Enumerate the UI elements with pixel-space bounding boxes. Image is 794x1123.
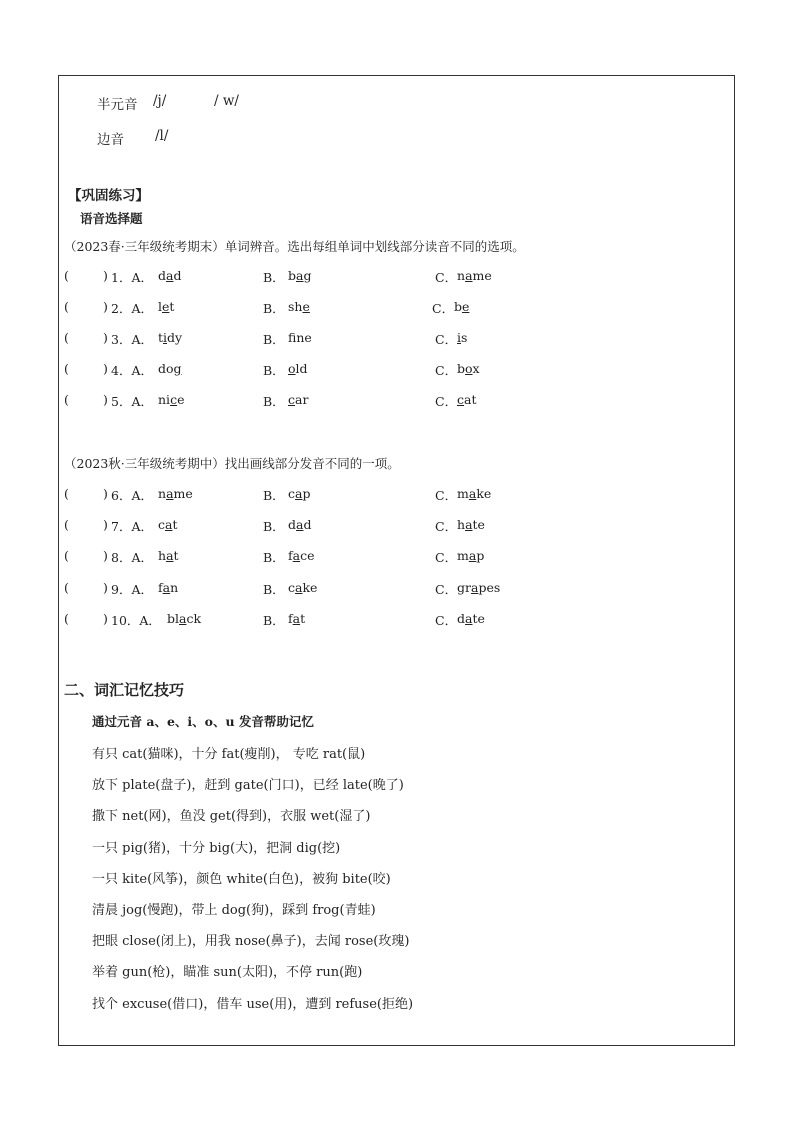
practice-heading: 【巩固练习】 <box>68 188 149 204</box>
option-c-word: box <box>457 361 480 376</box>
option-b-label: B． <box>263 363 285 378</box>
underlined-letters: a <box>166 486 174 501</box>
phonetic-label-semivowel: 半元音 <box>97 97 138 113</box>
answer-paren-left: ( <box>64 580 69 595</box>
memory-line: 放下 plate(盘子)，赶到 gate(门口)，已经 late(晚了) <box>92 778 404 794</box>
underlined-letters: c <box>288 392 296 407</box>
underlined-letters: e <box>302 299 310 314</box>
underlined-letters: a <box>465 517 473 532</box>
answer-paren-right: ) <box>103 392 108 407</box>
answer-paren-right: ) <box>103 548 108 563</box>
option-c-label: C． <box>435 550 458 565</box>
option-a-word: nice <box>158 392 185 407</box>
question-number: 3．A． <box>111 332 153 347</box>
underlined-letters: e <box>162 299 170 314</box>
answer-paren-right: ) <box>103 268 108 283</box>
underlined-letters: o <box>465 361 473 376</box>
phonetic-label-lateral: 边音 <box>97 132 124 148</box>
option-b-label: B． <box>263 519 285 534</box>
option-b-label: B． <box>263 301 285 316</box>
memory-line: 有只 cat(猫咪)，十分 fat(瘦削)， 专吃 rat(鼠) <box>92 747 366 762</box>
option-a-word: dad <box>158 268 182 283</box>
option-c-label: C． <box>435 613 458 628</box>
memory-line: 一只 kite(风筝)，颜色 white(白色)，被狗 bite(咬) <box>92 871 391 887</box>
underlined-letters: a <box>470 580 479 595</box>
option-b-label: B． <box>263 582 285 597</box>
question-number: 5．A． <box>111 394 153 409</box>
answer-paren-left: ( <box>64 299 69 314</box>
option-c-label: C． <box>435 363 458 378</box>
option-b-label: B． <box>263 488 285 503</box>
option-a-word: let <box>158 299 175 314</box>
option-b-word: bag <box>288 268 312 283</box>
question-number: 4．A． <box>111 363 153 378</box>
underlined-letters: a <box>292 611 301 626</box>
vocab-tip: 通过元音 a、e、i、o、u 发音帮助记忆 <box>92 714 314 729</box>
question-number: 7．A． <box>111 519 153 534</box>
memory-line: 把眼 close(闭上)，用我 nose(鼻子)，去闻 rose(玫瑰) <box>92 934 410 950</box>
underlined-letters: e <box>462 299 470 314</box>
answer-paren-right: ) <box>103 517 108 532</box>
option-c-label: C． <box>435 519 458 534</box>
answer-paren-left: ( <box>64 548 69 563</box>
phonetic-symbol-w: / w/ <box>214 93 239 109</box>
practice-subheading: 语音选择题 <box>80 211 143 226</box>
underlined-letters: a <box>165 517 173 532</box>
option-c-word: grapes <box>457 580 501 595</box>
option-b-label: B． <box>263 394 285 409</box>
option-c-label: C． <box>435 270 458 285</box>
answer-paren-left: ( <box>64 330 69 345</box>
phonetic-symbol-j: /j/ <box>153 93 167 109</box>
option-a-word: tidy <box>158 330 183 345</box>
option-b-word: she <box>288 299 310 314</box>
option-c-word: hate <box>457 517 485 532</box>
option-a-word: dog <box>158 361 182 376</box>
option-b-word: face <box>288 548 315 563</box>
option-b-word: fat <box>288 611 306 626</box>
option-b-label: B． <box>263 270 285 285</box>
underlined-letters: a <box>468 548 477 563</box>
answer-paren-right: ) <box>103 611 108 626</box>
underlined-letters: g <box>173 361 182 376</box>
option-c-label: C． <box>435 332 458 347</box>
option-b-word: cap <box>288 486 311 501</box>
memory-line: 清晨 jog(慢跑)，带上 dog(狗)，踩到 frog(青蛙) <box>92 903 376 918</box>
memory-line: 一只 pig(猪)，十分 big(大)，把洞 dig(挖) <box>92 840 341 856</box>
option-b-label: B． <box>263 550 285 565</box>
question-number: 6．A． <box>111 488 153 503</box>
option-c-label: C． <box>435 488 458 503</box>
option-b-word: cake <box>288 580 318 595</box>
answer-paren-left: ( <box>64 361 69 376</box>
option-c-word: date <box>457 611 485 626</box>
option-a-word: fan <box>158 580 179 595</box>
option-b-label: B． <box>263 613 285 628</box>
answer-paren-right: ) <box>103 486 108 501</box>
option-c-word: is <box>457 330 468 345</box>
underlined-letters: o <box>288 361 296 376</box>
underlined-letters: a <box>292 548 301 563</box>
option-c-label: C． <box>432 301 455 316</box>
option-c-word: be <box>454 299 470 314</box>
underlined-letters: a <box>296 517 304 532</box>
option-a-word: hat <box>158 548 179 563</box>
phonetic-symbol-l: /l/ <box>155 128 169 144</box>
option-c-word: name <box>457 268 492 283</box>
option-a-word: black <box>167 611 202 626</box>
underlined-letters: c <box>457 392 465 407</box>
answer-paren-left: ( <box>64 517 69 532</box>
underlined-letters: a <box>465 268 473 283</box>
underlined-letters: i <box>163 330 168 345</box>
option-c-word: map <box>457 548 485 563</box>
question-number: 8．A． <box>111 550 153 565</box>
answer-paren-right: ) <box>103 361 108 376</box>
option-b-label: B． <box>263 332 285 347</box>
underlined-letters: i <box>457 330 461 345</box>
option-c-word: cat <box>457 392 477 407</box>
option-b-word: old <box>288 361 308 376</box>
answer-paren-left: ( <box>64 392 69 407</box>
underlined-letters: c <box>170 392 178 407</box>
question-number: 10．A． <box>111 613 161 628</box>
option-b-word: dad <box>288 517 312 532</box>
option-c-label: C． <box>435 394 458 409</box>
underlined-letters: a <box>295 486 303 501</box>
question-number: 2．A． <box>111 301 153 316</box>
option-b-word: car <box>288 392 309 407</box>
answer-paren-right: ) <box>103 299 108 314</box>
memory-line: 举着 gun(枪)，瞄准 sun(太阳)，不停 run(跑) <box>92 965 363 981</box>
answer-paren-left: ( <box>64 486 69 501</box>
option-a-word: cat <box>158 517 178 532</box>
underlined-letters: a <box>465 611 473 626</box>
answer-paren-right: ) <box>103 580 108 595</box>
option-c-word: make <box>457 486 492 501</box>
answer-paren-left: ( <box>64 611 69 626</box>
underlined-letters: a <box>296 268 304 283</box>
option-a-word: name <box>158 486 193 501</box>
question-number: 9．A． <box>111 582 153 597</box>
group1-instruction: （2023春·三年级统考期末）单词辨音。选出每组单词中划线部分读音不同的选项。 <box>64 239 525 254</box>
option-b-word: fne <box>288 330 312 345</box>
underlined-letters: a <box>166 548 174 563</box>
answer-paren-left: ( <box>64 268 69 283</box>
group2-instruction: （2023秋·三年级统考期中）找出画线部分发音不同的一项。 <box>64 456 400 471</box>
underlined-letters: a <box>179 611 187 626</box>
underlined-letters: a <box>295 580 303 595</box>
underlined-letters: a <box>162 580 171 595</box>
option-c-label: C． <box>435 582 458 597</box>
question-number: 1．A． <box>111 270 153 285</box>
memory-line: 撒下 net(网)，鱼没 get(得到)，衣服 wet(湿了) <box>92 809 371 825</box>
vocab-heading: 二、词汇记忆技巧 <box>64 681 185 699</box>
underlined-letters: a <box>166 268 174 283</box>
answer-paren-right: ) <box>103 330 108 345</box>
memory-line: 找个 excuse(借口)，借车 use(用)，遭到 refuse(拒绝) <box>92 996 414 1012</box>
underlined-letters: a <box>468 486 477 501</box>
